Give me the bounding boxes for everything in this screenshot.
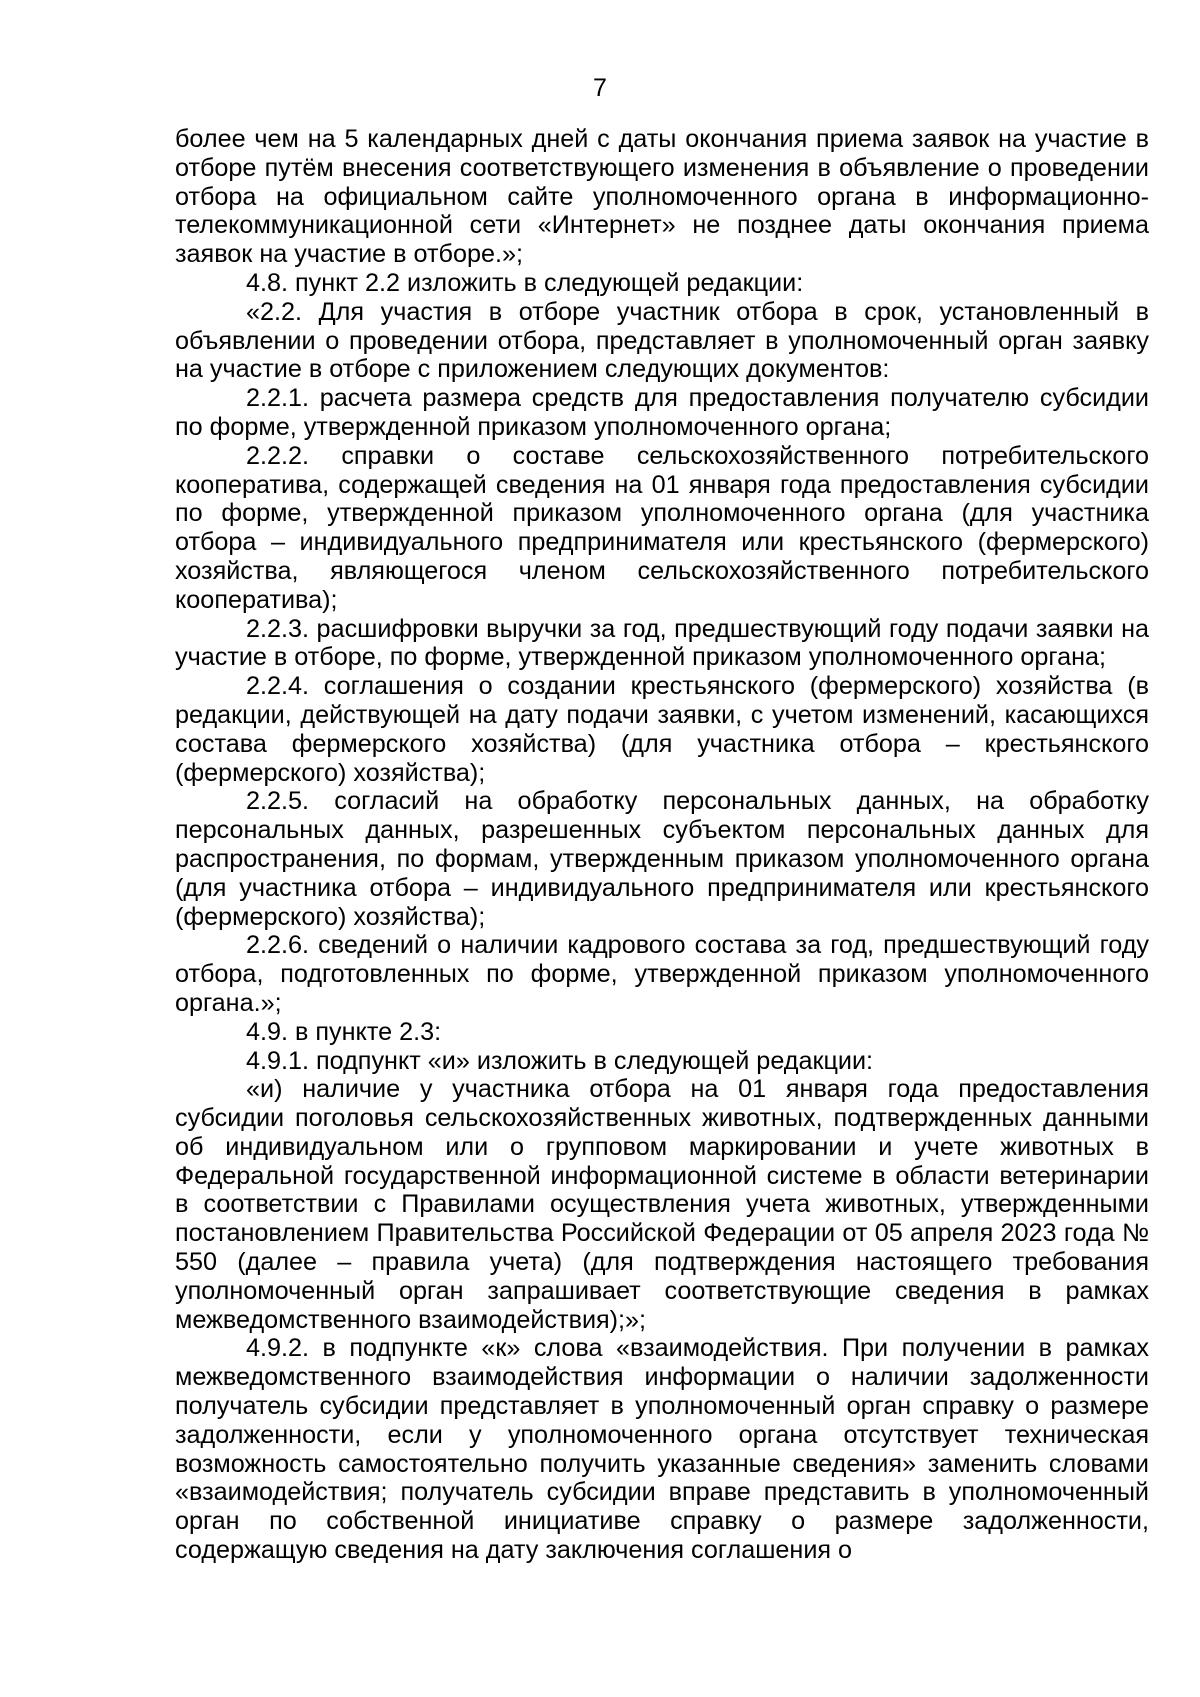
paragraph: 2.2.4. соглашения о создании крестьянского (фермерского) хозяйства (в редакции, действующей на дату подачи заявки, с учетом изменений, касающихся состава фермерского хозяйства) (для участника отбора – крестьянского (фермерского) хозяйства); — [175, 672, 1149, 787]
paragraph: 2.2.1. расчета размера средств для предоставления получателю субсидии по форме, утвержденной приказом уполномоченного органа; — [175, 384, 1149, 441]
paragraph: 2.2.5. согласий на обработку персональных данных, на обработку персональных данных, разрешенных субъектом персональных данных для распространения, по формам, утвержденным приказом уполномоченного органа (для участника отбора – индивидуального предпринимателя или крестьянского (фермерского) хозяйства); — [175, 787, 1149, 931]
paragraph: 2.2.2. справки о составе сельскохозяйственного потребительского кооператива, содержащей сведения на 01 января года предоставления субсидии по форме, утвержденной приказом уполномоченного органа (для участника отбора – индивидуального предпринимателя или крестьянского (фермерского) хозяйства, являющегося членом сельскохозяйственного потребительского кооператива); — [175, 441, 1149, 614]
paragraph: 4.9.2. в подпункте «к» слова «взаимодействия. При получении в рамках межведомственного взаимодействия информации о наличии задолженности получатель субсидии представляет в уполномоченный орган справку о размере задолженности, если у уполномоченного органа отсутствует техническая возможность самостоятельно получить указанные сведения» заменить словами «взаимодействия; получатель субсидии вправе представить в уполномоченный орган по собственной инициативе справку о размере задолженности, содержащую сведения на дату заключения соглашения о — [175, 1334, 1149, 1565]
paragraph: 4.9. в пункте 2.3: — [246, 1017, 442, 1046]
paragraph: «и) наличие у участника отбора на 01 января года предоставления субсидии поголовья сельскохозяйственных животных, подтвержденных данными об индивидуальном или о групповом маркировании и учете животных в Федеральной государственной информационной системе в области ветеринарии в соответствии с Правилами осуществления учета животных, утвержденными постановлением Правительства Российской Федерации от 05 апреля 2023 года № 550 (далее – правила учета) (для подтверждения настоящего требования уполномоченный орган запрашивает соответствующие сведения в рамках межведомственного взаимодействия);»; — [175, 1075, 1149, 1334]
paragraph: 2.2.3. расшифровки выручки за год, предшествующий году подачи заявки на участие в отборе, по форме, утвержденной приказом уполномоченного органа; — [175, 614, 1149, 672]
paragraph: 2.2.6. сведений о наличии кадрового состава за год, предшествующий году отбора, подготовленных по форме, утвержденной приказом уполномоченного органа.»; — [175, 931, 1149, 1017]
page-number: 7 — [593, 74, 607, 102]
paragraph: 4.8. пункт 2.2 изложить в следующей редакции: — [246, 268, 804, 297]
paragraph: «2.2. Для участия в отборе участник отбора в срок, установленный в объявлении о проведении отбора, представляет в уполномоченный орган заявку на участие в отборе с приложением следующих документов: — [175, 297, 1149, 384]
paragraph: более чем на 5 календарных дней с даты окончания приема заявок на участие в отборе путём внесения соответствующего изменения в объявление о проведении отбора на официальном сайте уполномоченного органа в информационно-телекоммуникационной сети «Интернет» не позднее даты окончания приема заявок на участие в отборе.»; — [175, 125, 1149, 269]
document-body — [175, 125, 1149, 1565]
paragraph: 4.9.1. подпункт «и» изложить в следующей редакции: — [246, 1046, 874, 1075]
